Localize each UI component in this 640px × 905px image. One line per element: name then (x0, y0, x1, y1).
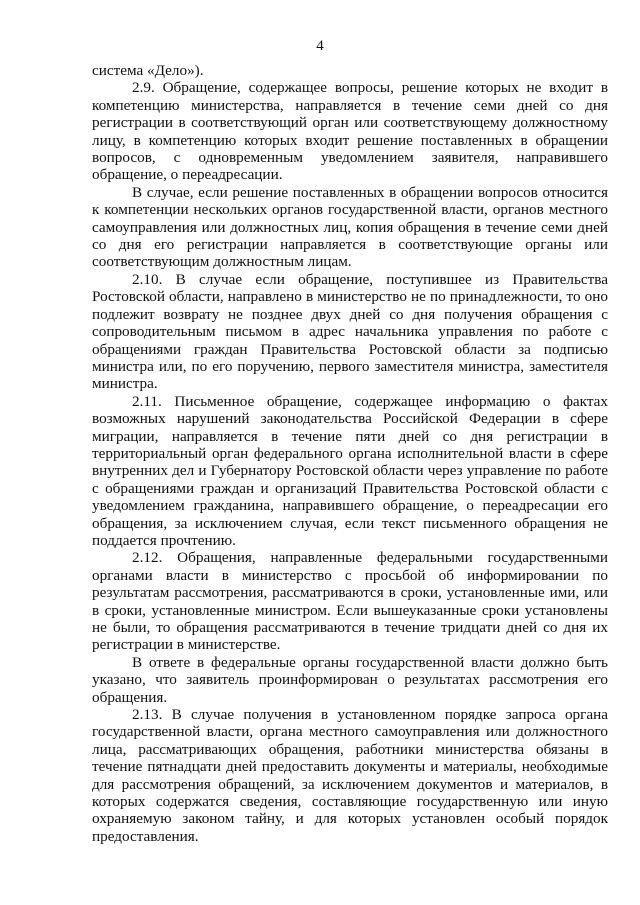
paragraph-2-9-multiple-organs: В случае, если решение поставленных в обращении вопросов относится к компетенции нескольких органов государственной власти, органов местного самоуправления или должностных лиц, копия обращения в течение семи дней со дня его регистрации направляется в соответствующие органы или соответствующим должностным лицам. (92, 183, 608, 271)
paragraph-2-13: 2.13. В случае получения в установленном порядке запроса органа государственной власти, органа местного самоуправления или должностного лица, рассматривающих обращения, работники министерства обязаны в течение пятнадцати дней предоставить документы и материалы, необходимые для рассмотрения обращений, за исключением документов и материалов, в которых содержатся сведения, составляющие государственную или иную охраняемую законом тайну, и для которых установлен особый порядок предоставления. (92, 706, 608, 845)
page-number: 4 (316, 38, 324, 54)
paragraph-2-9: 2.9. Обращение, содержащее вопросы, решение которых не входит в компетенцию министерства, направляется в течение семи дней со дня регистрации в соответствующий орган или соответствующему должностному лицу, в компетенцию которых входит решение поставленных в обращении вопросов, с одновременным уведомлением заявителя, направившего обращение, о переадресации. (92, 79, 608, 184)
paragraph-2-12: 2.12. Обращения, направленные федеральными государственными органами власти в министерство с просьбой об информировании по результатам рассмотрения, рассматриваются в сроки, установленные ими, или в сроки, установленные министром. Если вышеуказанные сроки установлены не были, то обращения рассматриваются в течение тридцати дней со дня их регистрации в министерстве. (92, 549, 608, 654)
paragraph-continuation: система «Дело»). (92, 62, 204, 79)
paragraph-2-12-reply: В ответе в федеральные органы государственной власти должно быть указано, что заявитель проинформирован о результатах рассмотрения его обращения. (92, 653, 608, 706)
paragraph-2-11: 2.11. Письменное обращение, содержащее информацию о фактах возможных нарушений законодательства Российской Федерации в сфере миграции, направляется в течение пяти дней со дня регистрации в территориальный орган федерального органа исполнительной власти в сфере внутренних дел и Губернатору Ростовской области через управление по работе с обращениями граждан и организаций Правительства Ростовской области с уведомлением гражданина, направившего обращение, о переадресации его обращения, за исключением случая, если текст письменного обращения не поддается прочтению. (92, 392, 608, 549)
paragraph-2-10: 2.10. В случае если обращение, поступившее из Правительства Ростовской области, направлено в министерство не по принадлежности, то оно подлежит возврату не позднее двух дней со дня получения обращения с сопроводительным письмом в адрес начальника управления по работе с обращениями граждан Правительства Ростовской области за подписью министра или, по его поручению, первого заместителя министра, заместителя министра. (92, 270, 608, 393)
document-body (92, 62, 608, 845)
